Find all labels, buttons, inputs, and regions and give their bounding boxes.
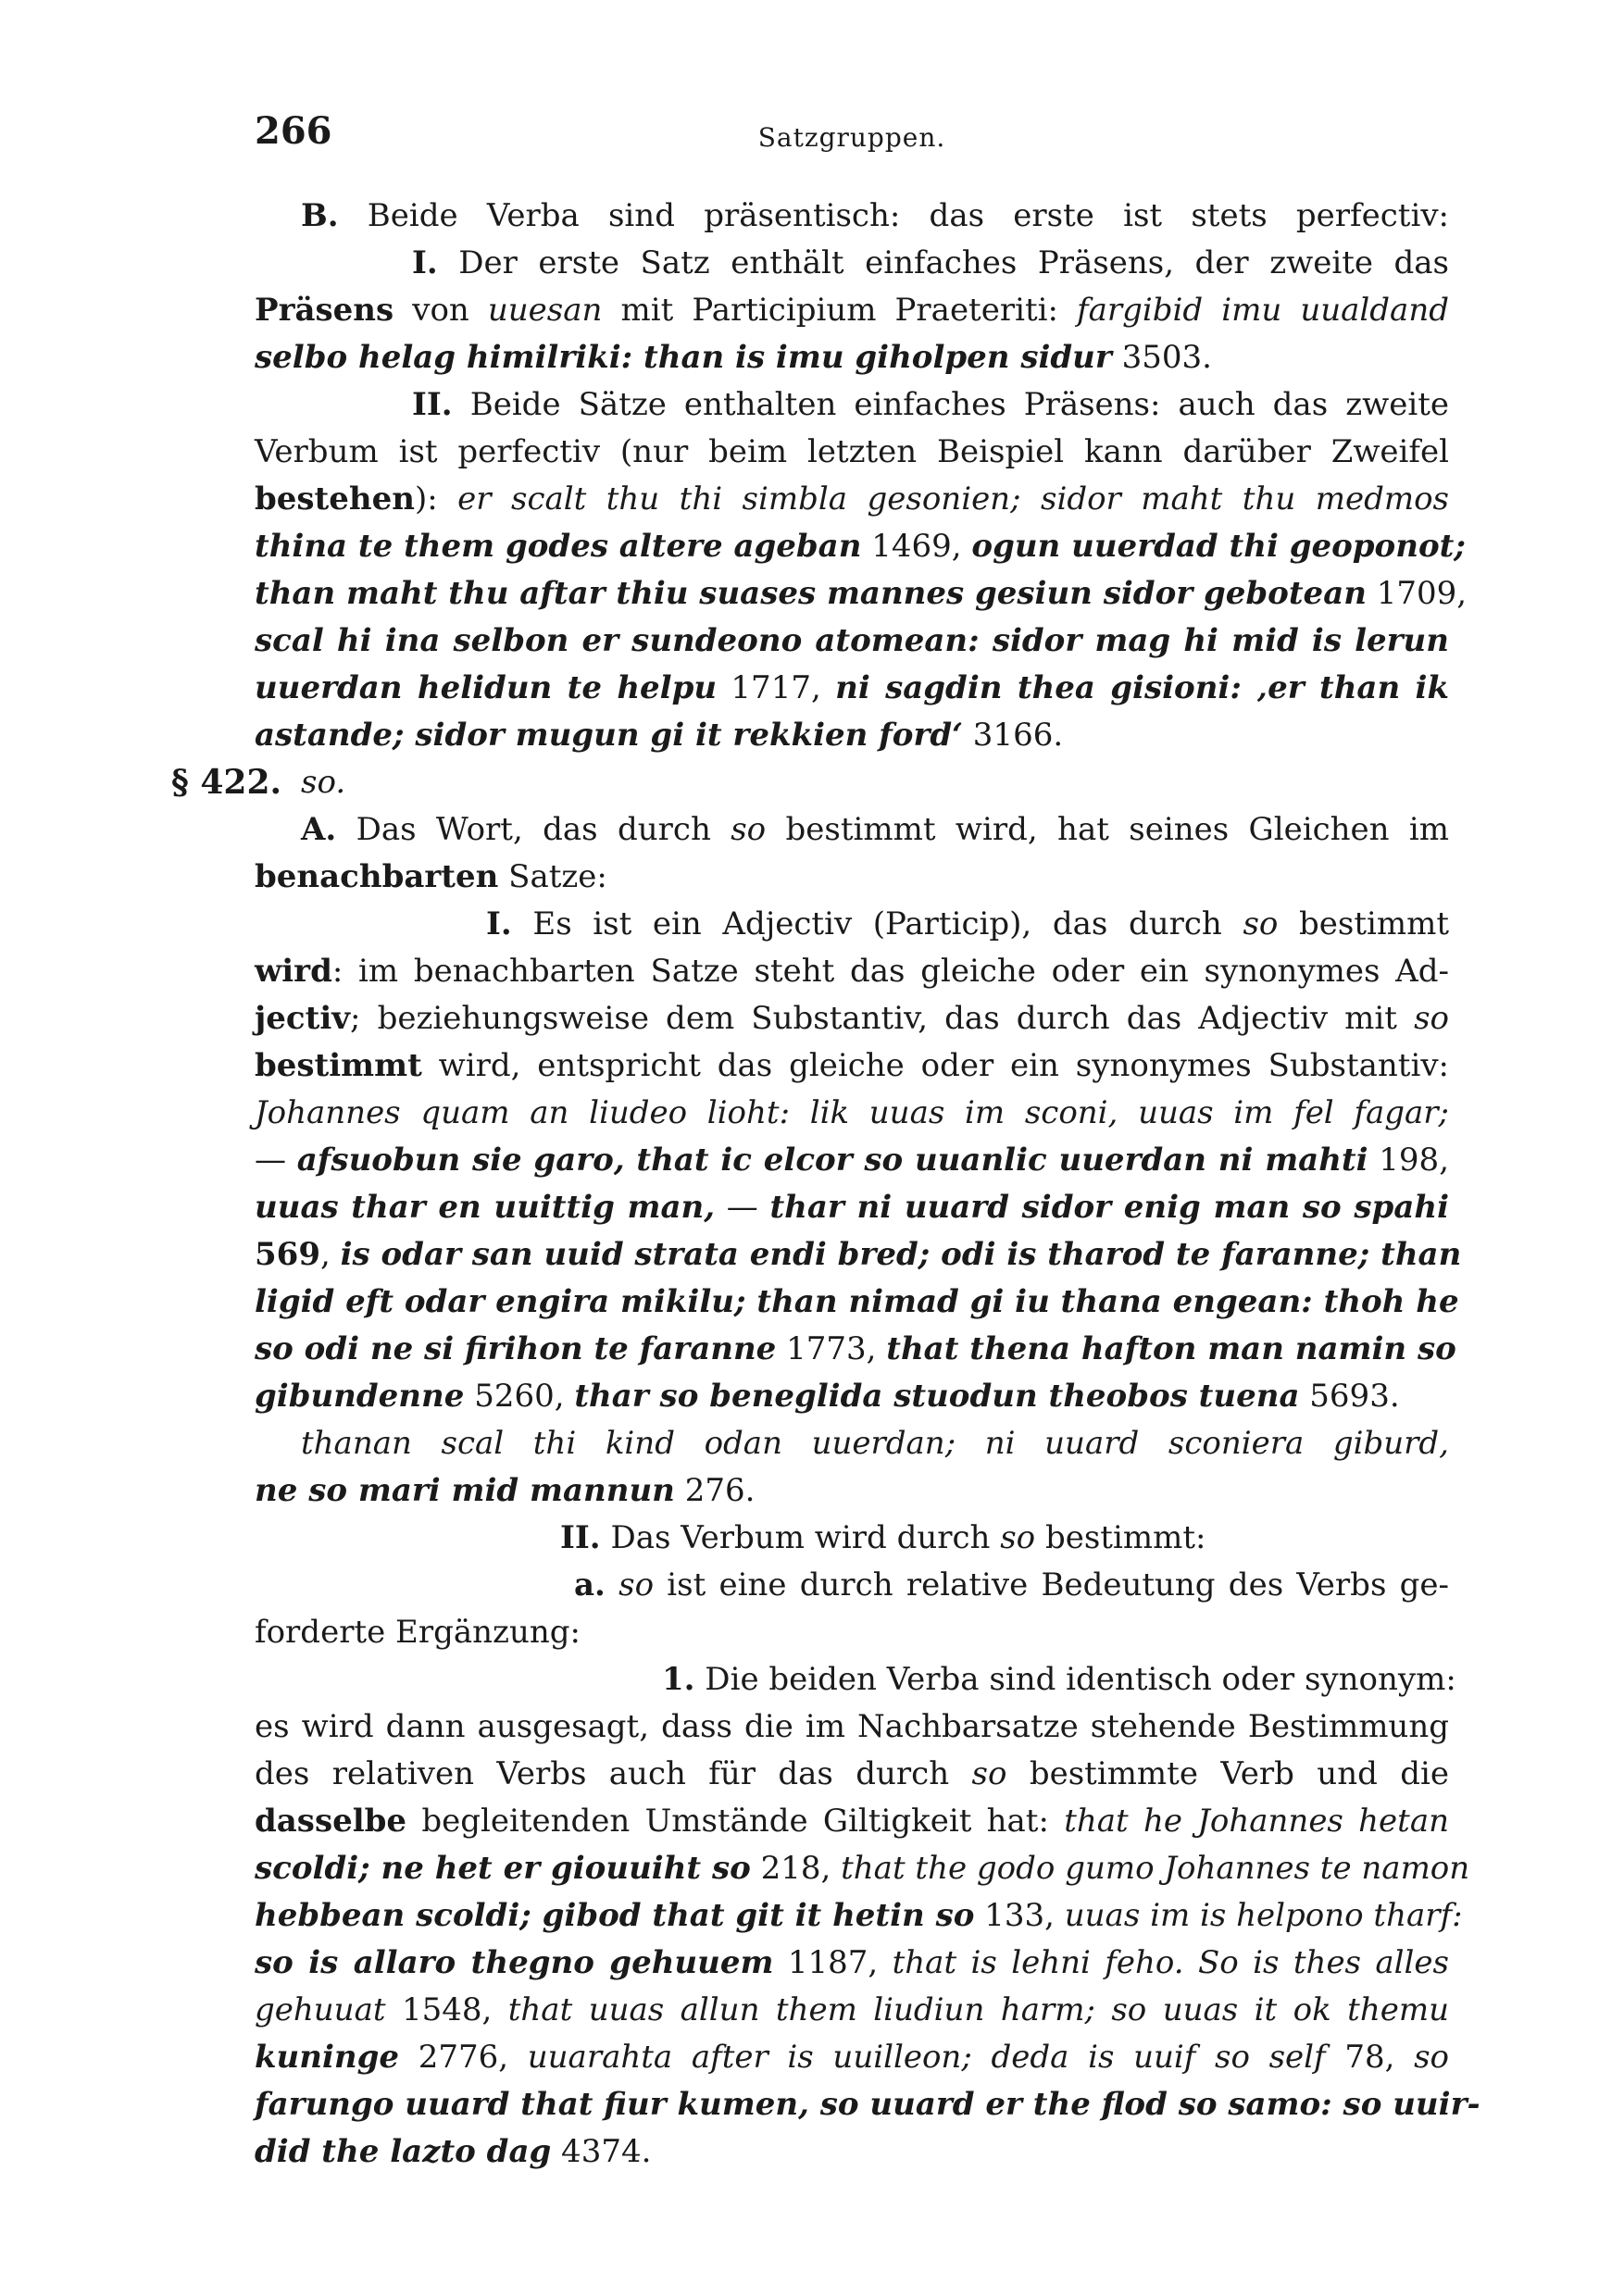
text-line	[255, 948, 1449, 995]
text-line	[255, 1515, 1449, 1562]
text-segment: begleitenden Umstände Giltigkeit hat:	[406, 1803, 1065, 1840]
text-segment: 1469,	[861, 528, 972, 565]
text-segment: ogun uuerdad thi geoponot;	[971, 528, 1466, 565]
text-segment: so	[618, 1566, 655, 1603]
text-segment: Das Verbum wird durch	[600, 1519, 1001, 1556]
text-segment: so is allaro thegno gehuuem	[255, 1944, 774, 1981]
text-segment: ,	[319, 1236, 341, 1273]
text-segment: bestimmt	[255, 1047, 422, 1084]
text-segment: bestimmt wird, hat seines Gleichen im	[766, 811, 1450, 848]
text-segment: so	[1414, 2039, 1449, 2076]
text-line	[255, 1562, 1449, 1609]
text-segment: that thena hafton man namin so	[886, 1330, 1456, 1367]
text-segment: —	[255, 1142, 297, 1179]
text-line	[255, 1703, 1449, 1751]
text-segment: 133,	[974, 1897, 1065, 1934]
text-segment: uuas thar en uuittig man,	[255, 1189, 716, 1226]
text-line	[255, 240, 1449, 287]
text-segment: 1548,	[385, 1991, 508, 2028]
text-segment: uuas im is helpono tharf:	[1064, 1897, 1463, 1934]
text-segment: ):	[414, 480, 458, 518]
text-segment: than maht thu aftar thiu suases mannes gesiun sidor gebotean	[255, 575, 1367, 612]
text-line	[255, 523, 1466, 570]
text-segment: Satze:	[498, 858, 607, 895]
text-segment: des relativen Verbs auch für das durch	[255, 1755, 972, 1792]
text-line	[255, 2081, 1480, 2128]
text-segment: Beide Sätze enthalten einfaches Präsens: auch das zweite	[452, 386, 1449, 423]
text-segment: B.	[301, 197, 339, 234]
text-segment: II.	[412, 386, 453, 423]
text-body	[171, 193, 1480, 2176]
text-segment: 1.	[662, 1661, 695, 1698]
text-segment: jectiv	[255, 1000, 351, 1037]
text-segment: selbo helag himilriki: than is imu giholpen sidur	[255, 339, 1112, 376]
text-line	[255, 665, 1449, 712]
text-segment: Die beiden Verba sind identisch oder synonym:	[694, 1661, 1456, 1698]
text-line	[255, 712, 1449, 759]
text-line	[255, 1326, 1456, 1373]
text-segment: mit Participium Praeteriti:	[602, 292, 1078, 329]
text-segment: : im benachbarten Satze steht das gleiche oder ein synonymes Ad-	[331, 953, 1449, 990]
text-segment: so	[1000, 1519, 1036, 1556]
text-segment: 78,	[1325, 2039, 1415, 2076]
text-segment: —	[715, 1189, 770, 1226]
text-segment: so	[731, 811, 767, 848]
text-segment: 569	[255, 1236, 320, 1273]
text-segment: that uuas allun them liudiun harm; so uuas it ok themu	[507, 1991, 1450, 2028]
text-segment	[606, 1566, 618, 1603]
text-line	[255, 1373, 1449, 1420]
text-segment: Der erste Satz enthält einfaches Präsens, der zweite das	[437, 244, 1449, 281]
text-segment: afsuobun sie garo, that ic elcor so uuanlic uuerdan ni mahti	[296, 1142, 1368, 1179]
text-segment: es wird dann ausgesagt, dass die im Nachbarsatze stehende Bestimmung	[255, 1708, 1449, 1745]
text-segment: 276.	[674, 1472, 756, 1509]
text-segment: farungo uuard that fiur kumen, so uuard er the flod so samo: so uuir-	[255, 2086, 1480, 2123]
text-segment: astande; sidor mugun gi it rekkien ford‘	[255, 717, 963, 754]
text-line	[255, 995, 1449, 1042]
text-segment: so.	[301, 764, 346, 801]
text-segment: uuesan	[487, 292, 603, 329]
text-segment: 198,	[1368, 1142, 1450, 1179]
text-line	[255, 334, 1449, 381]
text-segment: gehuuat	[255, 1991, 386, 2028]
text-segment: forderte Ergänzung:	[255, 1614, 581, 1651]
text-line	[255, 854, 1449, 901]
running-title: Satzgruppen.	[757, 122, 946, 153]
text-segment: er scalt thu thi simbla gesonien; sidor maht thu medmos	[457, 480, 1449, 518]
text-line	[255, 193, 1449, 240]
text-segment: Präsens	[255, 292, 394, 329]
text-segment: ist eine durch relative Bedeutung des Verbs ge-	[654, 1566, 1450, 1603]
text-segment: 5260,	[464, 1378, 575, 1415]
text-line	[255, 1420, 1449, 1467]
text-segment: is odar san uuid strata endi bred; odi is tharod te faranne; than	[340, 1236, 1462, 1273]
text-line	[255, 1751, 1449, 1798]
text-line	[255, 1798, 1449, 1845]
text-segment: 3166.	[963, 717, 1064, 754]
page-number: 266	[255, 109, 332, 153]
text-segment: did the lazto dag	[255, 2133, 552, 2170]
text-segment: gibundenne	[255, 1378, 465, 1415]
text-line	[171, 759, 1449, 806]
text-line	[255, 429, 1449, 476]
text-line	[255, 2128, 1449, 2176]
text-segment: Es ist ein Adjectiv (Particip), das durch	[511, 905, 1243, 942]
text-line	[255, 1137, 1449, 1184]
text-segment: bestimmte Verb und die	[1006, 1755, 1450, 1792]
text-segment: dasselbe	[255, 1803, 407, 1840]
text-segment: Das Wort, das durch	[336, 811, 731, 848]
text-line	[255, 1892, 1463, 1940]
text-segment: thar ni uuard sidor enig man so spahi	[769, 1189, 1450, 1226]
text-segment: Verbum ist perfectiv (nur beim letzten Beispiel kann darüber Zweifel	[255, 433, 1449, 470]
text-segment: bestehen	[255, 480, 415, 518]
text-segment: 1773,	[776, 1330, 887, 1367]
text-segment: so	[971, 1755, 1007, 1792]
text-segment: wird, entspricht das gleiche oder ein synonymes Substantiv:	[421, 1047, 1449, 1084]
text-segment: 2776,	[399, 2039, 528, 2076]
text-segment: 1717,	[717, 669, 836, 706]
text-line	[255, 570, 1468, 618]
text-segment: thar so beneglida stuodun theobos tuena	[574, 1378, 1300, 1415]
text-segment: uuerdan helidun te helpu	[255, 669, 718, 706]
text-line	[255, 1656, 1456, 1703]
text-segment: wird	[255, 953, 332, 990]
text-segment: A.	[301, 811, 337, 848]
text-line	[255, 1231, 1462, 1279]
text-segment: bestimmt	[1278, 905, 1449, 942]
text-line	[255, 1184, 1449, 1231]
text-segment: that is lehni feho. So is thes alles	[892, 1944, 1449, 1981]
text-segment: hebbean scoldi; gibod that git it hetin so	[255, 1897, 975, 1934]
text-segment: Beide Verba sind präsentisch: das erste ist stets perfectiv:	[338, 197, 1449, 234]
text-segment: so	[1414, 1000, 1449, 1037]
text-segment: von	[394, 292, 488, 329]
text-segment: uuarahta after is uuilleon; deda is uuif so self	[527, 2039, 1326, 2076]
text-segment: a.	[574, 1566, 606, 1603]
text-segment: 1709,	[1366, 575, 1468, 612]
text-segment: 3503.	[1111, 339, 1212, 376]
text-line	[255, 381, 1449, 429]
text-line	[255, 901, 1449, 948]
text-segment: II.	[560, 1519, 601, 1556]
text-line	[255, 1042, 1449, 1090]
text-segment: Johannes quam an liudeo lioht: lik uuas im sconi, uuas im fel fagar;	[255, 1094, 1449, 1131]
text-line	[255, 1987, 1449, 2034]
text-segment: kuninge	[255, 2039, 400, 2076]
text-segment: 218,	[750, 1850, 842, 1887]
text-segment: benachbarten	[255, 858, 499, 895]
text-segment: fargibid imu uualdand	[1077, 292, 1449, 329]
text-segment: ; beziehungsweise dem Substantiv, das durch das Adjectiv mit	[350, 1000, 1415, 1037]
text-line	[255, 1845, 1470, 1892]
text-segment: thanan scal thi kind odan uuerdan; ni uuard sconiera giburd,	[301, 1425, 1449, 1462]
text-segment: so odi ne si firihon te faranne	[255, 1330, 777, 1367]
text-segment: scoldi; ne het er giouuiht so	[255, 1850, 751, 1887]
text-segment: so	[1243, 905, 1279, 942]
text-line	[255, 618, 1449, 665]
text-segment: 1187,	[773, 1944, 893, 1981]
text-segment: ni sagdin thea gisioni: ‚er than ik	[835, 669, 1450, 706]
text-line	[255, 2034, 1449, 2081]
text-line	[255, 476, 1449, 523]
text-segment: I.	[412, 244, 438, 281]
text-segment: bestimmt:	[1035, 1519, 1206, 1556]
text-line	[255, 1090, 1449, 1137]
text-segment: 4374.	[551, 2133, 652, 2170]
text-line	[255, 1609, 1449, 1656]
text-segment: I.	[486, 905, 512, 942]
text-line	[255, 806, 1449, 854]
text-segment: that the godo gumo Johannes te namon	[841, 1850, 1470, 1887]
text-segment: thina te them godes altere ageban	[255, 528, 862, 565]
page-header	[255, 109, 1449, 165]
text-segment: that he Johannes hetan	[1064, 1803, 1450, 1840]
text-segment: ligid eft odar engira mikilu; than nimad gi iu thana engean: thoh he	[255, 1283, 1459, 1320]
text-segment: 5693.	[1299, 1378, 1400, 1415]
text-line	[255, 1940, 1449, 1987]
text-segment: ne so mari mid mannun	[255, 1472, 675, 1509]
text-segment: scal hi ina selbon er sundeono atomean: sidor mag hi mid is lerun	[255, 622, 1449, 659]
text-line	[255, 1467, 1449, 1515]
text-line	[255, 287, 1449, 334]
section-mark: § 422.	[171, 763, 282, 802]
text-line	[255, 1279, 1459, 1326]
